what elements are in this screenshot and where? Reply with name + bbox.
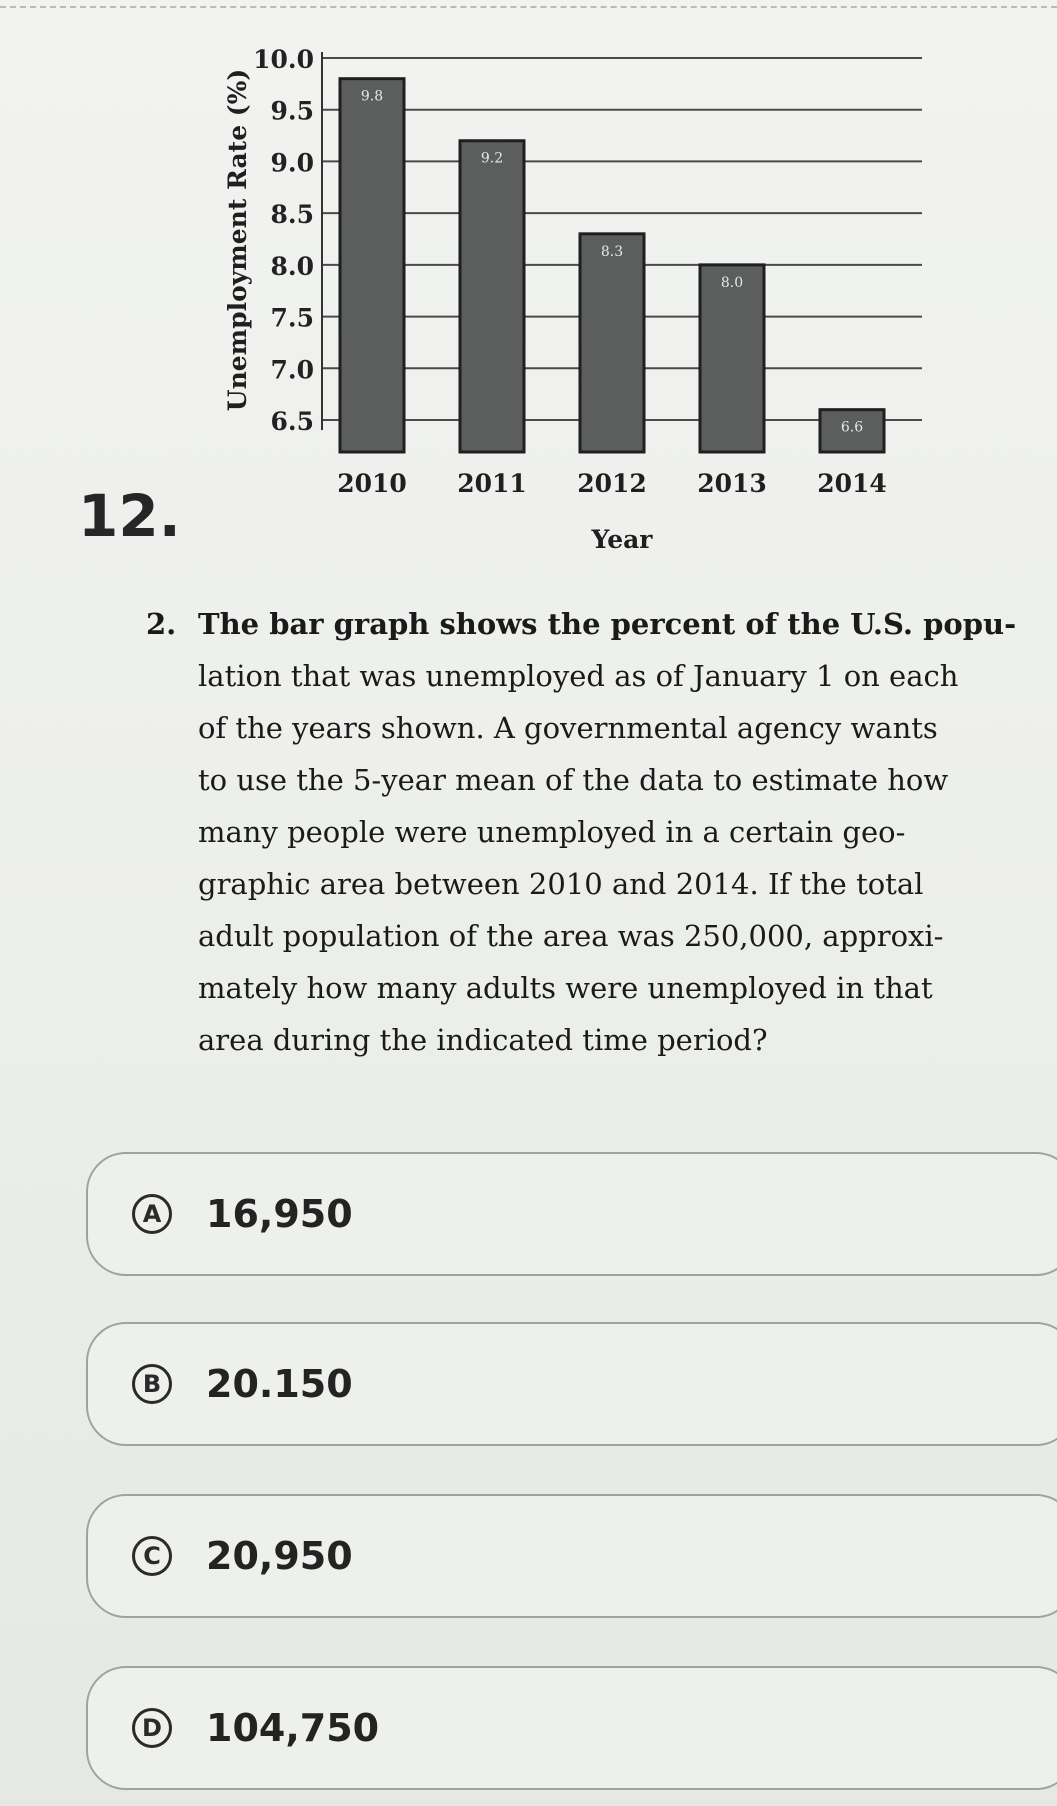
question-subnumber: 2. — [146, 607, 177, 641]
choice-text-c: 20,950 — [206, 1534, 353, 1578]
x-tick-label: 2013 — [697, 469, 767, 498]
choice-letter-c: C — [132, 1536, 172, 1576]
bar-value-label: 6.6 — [840, 419, 864, 436]
y-tick-label: 7.0 — [270, 355, 314, 385]
bar-value-label: 8.0 — [720, 274, 744, 291]
question-line: area during the indicated time period? — [198, 1023, 768, 1057]
question-line: many people were unemployed in a certain geo- — [198, 815, 906, 849]
question-line: mately how many adults were unemployed in that — [198, 971, 933, 1005]
answer-choice-d[interactable] — [86, 1666, 1057, 1790]
answer-choice-a[interactable] — [86, 1152, 1057, 1276]
y-tick-label: 10.0 — [253, 45, 314, 74]
x-tick-label: 2010 — [337, 469, 407, 498]
bar-2010 — [340, 79, 404, 452]
question-number: 12. — [78, 482, 181, 550]
unemployment-bar-chart — [0, 0, 1057, 560]
question-line: lation that was unemployed as of January 1 on each — [198, 659, 959, 693]
question-line: of the years shown. A governmental agency wants — [198, 711, 938, 745]
y-tick-label: 6.5 — [270, 407, 314, 436]
x-axis-title: Year — [591, 525, 653, 554]
bar-value-label: 9.2 — [480, 150, 504, 167]
bar-value-label: 9.8 — [360, 88, 384, 105]
choice-text-a: 16,950 — [206, 1192, 353, 1236]
question-line: The bar graph shows the percent of the U.S. popu- — [198, 607, 1017, 641]
choice-letter-a: A — [132, 1194, 172, 1234]
y-tick-label: 9.5 — [270, 96, 314, 126]
answer-choice-b[interactable] — [86, 1322, 1057, 1446]
bar-2012 — [580, 234, 644, 452]
y-tick-label: 8.5 — [270, 200, 314, 230]
bar-2011 — [460, 141, 524, 452]
y-tick-label: 7.5 — [270, 303, 314, 333]
question-text — [146, 598, 1017, 1066]
bar-value-label: 8.3 — [600, 243, 624, 260]
choice-letter-d: D — [132, 1708, 172, 1748]
bar-2013 — [700, 265, 764, 452]
choice-text-d: 104,750 — [206, 1706, 380, 1750]
answer-choice-c[interactable] — [86, 1494, 1057, 1618]
choice-text-b: 20.150 — [206, 1362, 353, 1406]
y-axis-title: Unemployment Rate (%) — [223, 68, 252, 412]
x-tick-label: 2011 — [457, 469, 527, 498]
question-line: to use the 5-year mean of the data to estimate how — [198, 763, 949, 797]
question-line: adult population of the area was 250,000, approxi- — [198, 919, 944, 953]
y-tick-label: 9.0 — [270, 148, 314, 178]
y-tick-label: 8.0 — [270, 251, 314, 281]
choice-letter-b: B — [132, 1364, 172, 1404]
x-tick-label: 2014 — [817, 469, 887, 498]
question-line: graphic area between 2010 and 2014. If the total — [198, 867, 924, 901]
x-tick-label: 2012 — [577, 469, 647, 498]
